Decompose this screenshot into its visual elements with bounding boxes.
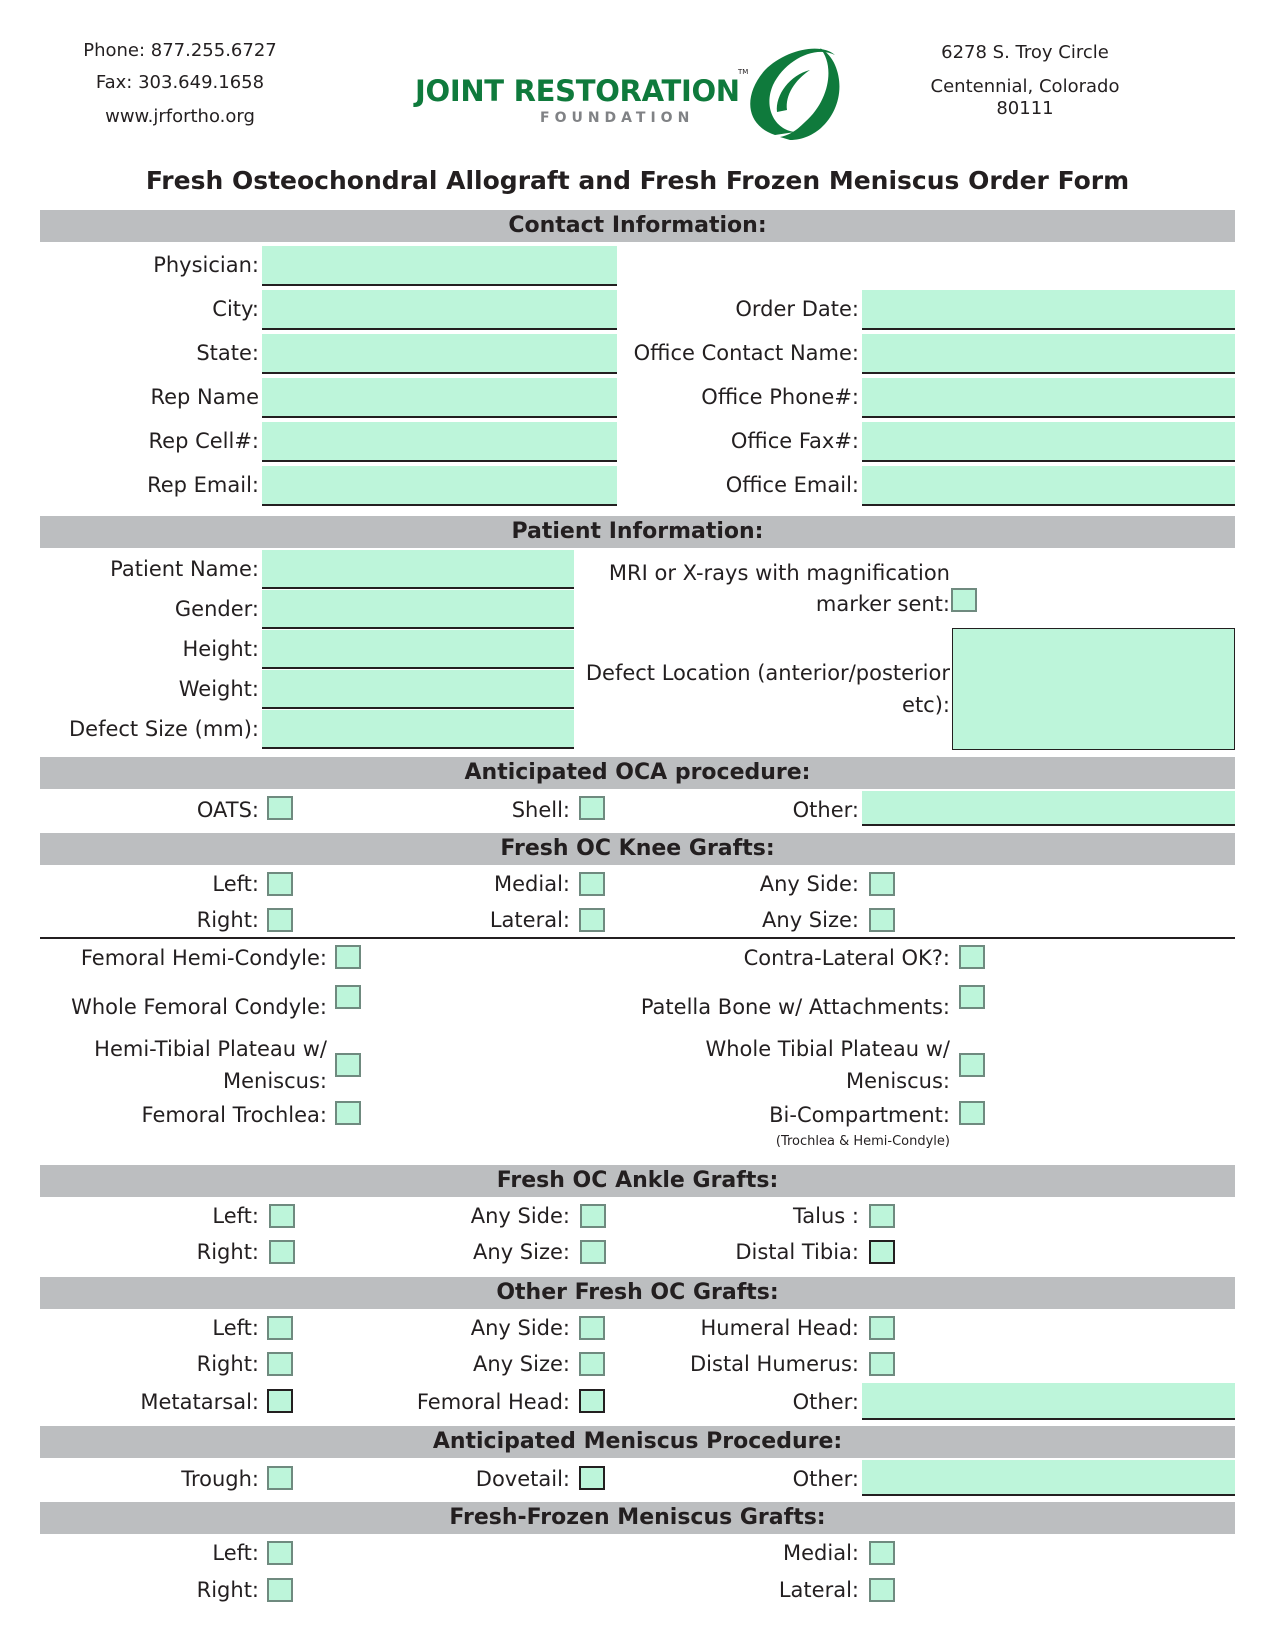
- ankle-left-label: Left:: [212, 1204, 259, 1228]
- whole-tib-label-line2: Meniscus:: [846, 1069, 950, 1093]
- defect-location-field[interactable]: [952, 628, 1235, 750]
- logo-sub-text: FOUNDATION: [540, 110, 695, 126]
- other-grafts-other-field[interactable]: [862, 1383, 1235, 1420]
- whole-fem-checkbox[interactable]: [335, 985, 361, 1009]
- distal-humerus-checkbox[interactable]: [869, 1352, 895, 1376]
- knee-lateral-checkbox[interactable]: [579, 908, 605, 932]
- trough-checkbox[interactable]: [267, 1466, 293, 1490]
- knee-medial-label: Medial:: [494, 872, 570, 896]
- meniscus-medial-checkbox[interactable]: [869, 1541, 895, 1565]
- meniscus-left-label: Left:: [212, 1541, 259, 1565]
- fem-troch-label: Femoral Trochlea:: [141, 1103, 327, 1127]
- logo-main-text: JOINT RESTORATION: [415, 74, 740, 108]
- office-phone-field[interactable]: [862, 378, 1235, 418]
- section-knee: Fresh OC Knee Grafts:: [40, 833, 1235, 865]
- contra-lateral-label: Contra-Lateral OK?:: [743, 946, 950, 970]
- rep-name-field[interactable]: [262, 378, 617, 418]
- rep-email-field[interactable]: [262, 466, 617, 506]
- section-meniscus-procedure: Anticipated Meniscus Procedure:: [40, 1426, 1235, 1458]
- ankle-any-side-label: Any Side:: [470, 1204, 570, 1228]
- knee-any-size-checkbox[interactable]: [869, 908, 895, 932]
- logo-tm: TM: [738, 68, 749, 76]
- knee-any-side-checkbox[interactable]: [869, 872, 895, 896]
- rep-email-label: Rep Email:: [147, 473, 259, 497]
- hemi-tib-label-line2: Meniscus:: [223, 1069, 327, 1093]
- meniscus-other-label: Other:: [792, 1467, 859, 1491]
- meniscus-left-checkbox[interactable]: [267, 1541, 293, 1565]
- mri-sent-checkbox[interactable]: [951, 588, 977, 612]
- bi-comp-checkbox[interactable]: [959, 1101, 985, 1125]
- humeral-head-checkbox[interactable]: [869, 1316, 895, 1340]
- patella-label: Patella Bone w/ Attachments:: [640, 995, 950, 1019]
- order-date-label: Order Date:: [735, 297, 859, 321]
- weight-field[interactable]: [262, 670, 574, 709]
- defect-location-label-line2: etc):: [902, 693, 950, 717]
- oats-label: OATS:: [196, 798, 259, 822]
- oca-other-field[interactable]: [862, 791, 1235, 826]
- city-field[interactable]: [262, 290, 617, 330]
- meniscus-other-field[interactable]: [862, 1460, 1235, 1496]
- meniscus-medial-label: Medial:: [783, 1541, 859, 1565]
- humeral-head-label: Humeral Head:: [700, 1316, 859, 1340]
- physician-field[interactable]: [262, 246, 617, 286]
- defect-size-field[interactable]: [262, 710, 574, 749]
- ankle-any-side-checkbox[interactable]: [580, 1204, 606, 1228]
- hemi-tib-label-line1: Hemi-Tibial Plateau w/: [94, 1037, 327, 1061]
- whole-tib-checkbox[interactable]: [959, 1053, 985, 1077]
- office-contact-field[interactable]: [862, 334, 1235, 374]
- phone: Phone: 877.255.6727: [83, 40, 277, 61]
- weight-label: Weight:: [178, 677, 259, 701]
- fem-hemi-label: Femoral Hemi-Condyle:: [80, 946, 327, 970]
- hemi-tib-checkbox[interactable]: [335, 1053, 361, 1077]
- oats-checkbox[interactable]: [267, 796, 293, 820]
- other-any-size-checkbox[interactable]: [579, 1352, 605, 1376]
- trough-label: Trough:: [181, 1467, 259, 1491]
- fem-hemi-checkbox[interactable]: [335, 945, 361, 969]
- other-any-side-checkbox[interactable]: [579, 1316, 605, 1340]
- ankle-any-size-checkbox[interactable]: [580, 1240, 606, 1264]
- other-left-label: Left:: [212, 1316, 259, 1340]
- other-left-checkbox[interactable]: [267, 1316, 293, 1340]
- section-patient: Patient Information:: [40, 516, 1235, 548]
- knee-right-label: Right:: [196, 908, 259, 932]
- office-fax-label: Office Fax#:: [730, 429, 859, 453]
- dovetail-checkbox[interactable]: [579, 1466, 605, 1490]
- meniscus-lateral-checkbox[interactable]: [869, 1578, 895, 1602]
- fax: Fax: 303.649.1658: [95, 72, 265, 93]
- knee-divider: [40, 937, 1235, 939]
- ankle-right-checkbox[interactable]: [269, 1240, 295, 1264]
- femoral-head-checkbox[interactable]: [579, 1389, 605, 1413]
- city-label: City:: [212, 297, 259, 321]
- office-email-field[interactable]: [862, 466, 1235, 506]
- distal-tibia-label: Distal Tibia:: [735, 1240, 859, 1264]
- shell-checkbox[interactable]: [579, 796, 605, 820]
- section-meniscus-grafts: Fresh-Frozen Meniscus Grafts:: [40, 1502, 1235, 1534]
- section-ankle: Fresh OC Ankle Grafts:: [40, 1165, 1235, 1197]
- bi-comp-label: Bi-Compartment:: [769, 1103, 950, 1127]
- section-oca: Anticipated OCA procedure:: [40, 757, 1235, 789]
- address-line-1: 6278 S. Troy Circle: [941, 42, 1109, 63]
- talus-checkbox[interactable]: [869, 1204, 895, 1228]
- ankle-left-checkbox[interactable]: [269, 1204, 295, 1228]
- order-date-field[interactable]: [862, 290, 1235, 330]
- section-contact: Contact Information:: [40, 210, 1235, 242]
- state-field[interactable]: [262, 334, 617, 374]
- knee-right-checkbox[interactable]: [267, 908, 293, 932]
- ankle-right-label: Right:: [196, 1240, 259, 1264]
- other-grafts-other-label: Other:: [792, 1390, 859, 1414]
- metatarsal-checkbox[interactable]: [267, 1389, 293, 1413]
- other-any-side-label: Any Side:: [470, 1316, 570, 1340]
- knee-any-side-label: Any Side:: [759, 872, 859, 896]
- office-email-label: Office Email:: [725, 473, 859, 497]
- other-right-checkbox[interactable]: [267, 1352, 293, 1376]
- gender-label: Gender:: [174, 597, 259, 621]
- state-label: State:: [196, 341, 259, 365]
- patella-checkbox[interactable]: [959, 985, 985, 1009]
- rep-name-label: Rep Name: [150, 385, 259, 409]
- logo-swoosh-icon: [735, 40, 850, 150]
- mri-label-line1: MRI or X-rays with magnification: [608, 561, 950, 585]
- whole-fem-label: Whole Femoral Condyle:: [71, 995, 327, 1019]
- whole-tib-label-line1: Whole Tibial Plateau w/: [705, 1037, 950, 1061]
- shell-label: Shell:: [511, 798, 570, 822]
- knee-left-label: Left:: [212, 872, 259, 896]
- meniscus-right-label: Right:: [196, 1578, 259, 1602]
- meniscus-right-checkbox[interactable]: [267, 1578, 293, 1602]
- meniscus-lateral-label: Lateral:: [778, 1578, 859, 1602]
- gender-field[interactable]: [262, 590, 574, 629]
- talus-label: Talus :: [792, 1204, 859, 1228]
- rep-cell-field[interactable]: [262, 422, 617, 462]
- address-line-2: Centennial, Colorado 80111: [930, 76, 1120, 119]
- knee-any-size-label: Any Size:: [762, 908, 859, 932]
- form-title: Fresh Osteochondral Allograft and Fresh Frozen Meniscus Order Form: [145, 166, 1130, 195]
- other-right-label: Right:: [196, 1352, 259, 1376]
- distal-humerus-label: Distal Humerus:: [690, 1352, 859, 1376]
- other-any-size-label: Any Size:: [473, 1352, 570, 1376]
- femoral-head-label: Femoral Head:: [416, 1390, 570, 1414]
- height-label: Height:: [182, 637, 259, 661]
- knee-medial-checkbox[interactable]: [579, 872, 605, 896]
- ankle-any-size-label: Any Size:: [473, 1240, 570, 1264]
- oca-other-label: Other:: [792, 798, 859, 822]
- rep-cell-label: Rep Cell#:: [148, 429, 259, 453]
- defect-size-label: Defect Size (mm):: [68, 717, 259, 741]
- website: www.jrfortho.org: [105, 106, 255, 127]
- office-contact-label: Office Contact Name:: [633, 341, 859, 365]
- knee-lateral-label: Lateral:: [489, 908, 570, 932]
- metatarsal-label: Metatarsal:: [140, 1390, 259, 1414]
- patient-name-field[interactable]: [262, 550, 574, 589]
- knee-left-checkbox[interactable]: [267, 872, 293, 896]
- dovetail-label: Dovetail:: [475, 1467, 570, 1491]
- mri-label-line2: marker sent:: [815, 592, 950, 616]
- physician-label: Physician:: [153, 253, 259, 277]
- defect-location-label-line1: Defect Location (anterior/posterior: [585, 661, 950, 685]
- office-phone-label: Office Phone#:: [701, 385, 859, 409]
- office-fax-field[interactable]: [862, 422, 1235, 462]
- contra-lateral-checkbox[interactable]: [959, 945, 985, 969]
- fem-troch-checkbox[interactable]: [335, 1101, 361, 1125]
- patient-name-label: Patient Name:: [110, 557, 259, 581]
- height-field[interactable]: [262, 630, 574, 669]
- distal-tibia-checkbox[interactable]: [869, 1240, 895, 1264]
- section-other: Other Fresh OC Grafts:: [40, 1277, 1235, 1309]
- bi-comp-note: (Trochlea & Hemi-Condyle): [775, 1134, 950, 1149]
